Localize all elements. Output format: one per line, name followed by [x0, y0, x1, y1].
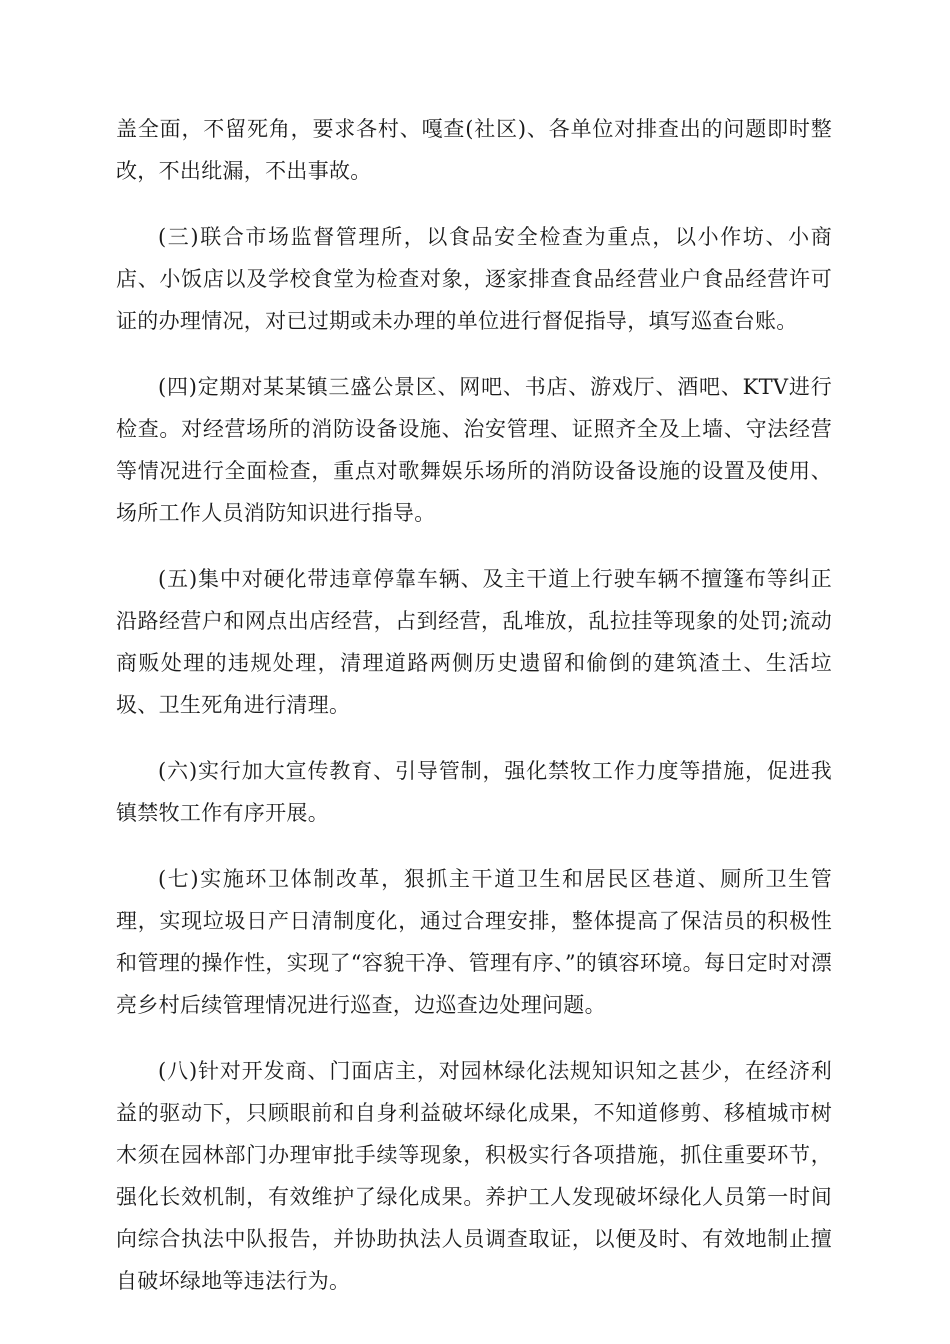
paragraph-item-8: (八)针对开发商、门面店主，对园林绿化法规知识知之甚少，在经济利益的驱动下，只顾眼前和自身利益破坏绿化成果，不知道修剪、移植城市树木须在园林部门办理审批手续等现象，积极实行各项措施，抓住重要环节，强化长效机制，有效维护了绿化成果。养护工人发现破坏绿化人员第一时间向综合执法中队报告，并协助执法人员调查取证，以便及时、有效地制止擅自破坏绿地等违法行为。 [116, 1059, 832, 1293]
paragraph-continuation: 盖全面，不留死角，要求各村、嘎查(社区)、各单位对排查出的问题即时整改，不出纰漏，不出事故。 [116, 117, 832, 183]
paragraph-item-6: (六)实行加大宣传教育、引导管制，强化禁牧工作力度等措施，促进我镇禁牧工作有序开展。 [116, 759, 832, 825]
paragraph-item-5: (五)集中对硬化带违章停靠车辆、及主干道上行驶车辆不擅篷布等纠正沿路经营户和网点出店经营，占到经营，乱堆放，乱拉挂等现象的处罚;流动商贩处理的违规处理，清理道路两侧历史遗留和偷倒的建筑渣土、生活垃圾、卫生死角进行清理。 [116, 567, 832, 717]
paragraph-item-4: (四)定期对某某镇三盛公景区、网吧、书店、游戏厅、酒吧、KTV进行检查。对经营场所的消防设备设施、治安管理、证照齐全及上墙、守法经营等情况进行全面检查，重点对歌舞娱乐场所的消防设备设施的设置及使用、场所工作人员消防知识进行指导。 [116, 375, 832, 525]
paragraph-item-3: (三)联合市场监督管理所，以食品安全检查为重点，以小作坊、小商店、小饭店以及学校食堂为检查对象，逐家排查食品经营业户食品经营许可证的办理情况，对已过期或未办理的单位进行督促指导，填写巡查台账。 [116, 225, 832, 333]
document-body [116, 108, 832, 1326]
paragraph-item-7: (七)实施环卫体制改革，狠抓主干道卫生和居民区巷道、厕所卫生管理，实现垃圾日产日清制度化，通过合理安排，整体提高了保洁员的积极性和管理的操作性，实现了“容貌干净、管理有序、”的镇容环境。每日定时对漂亮乡村后续管理情况进行巡查，边巡查边处理问题。 [116, 867, 832, 1017]
